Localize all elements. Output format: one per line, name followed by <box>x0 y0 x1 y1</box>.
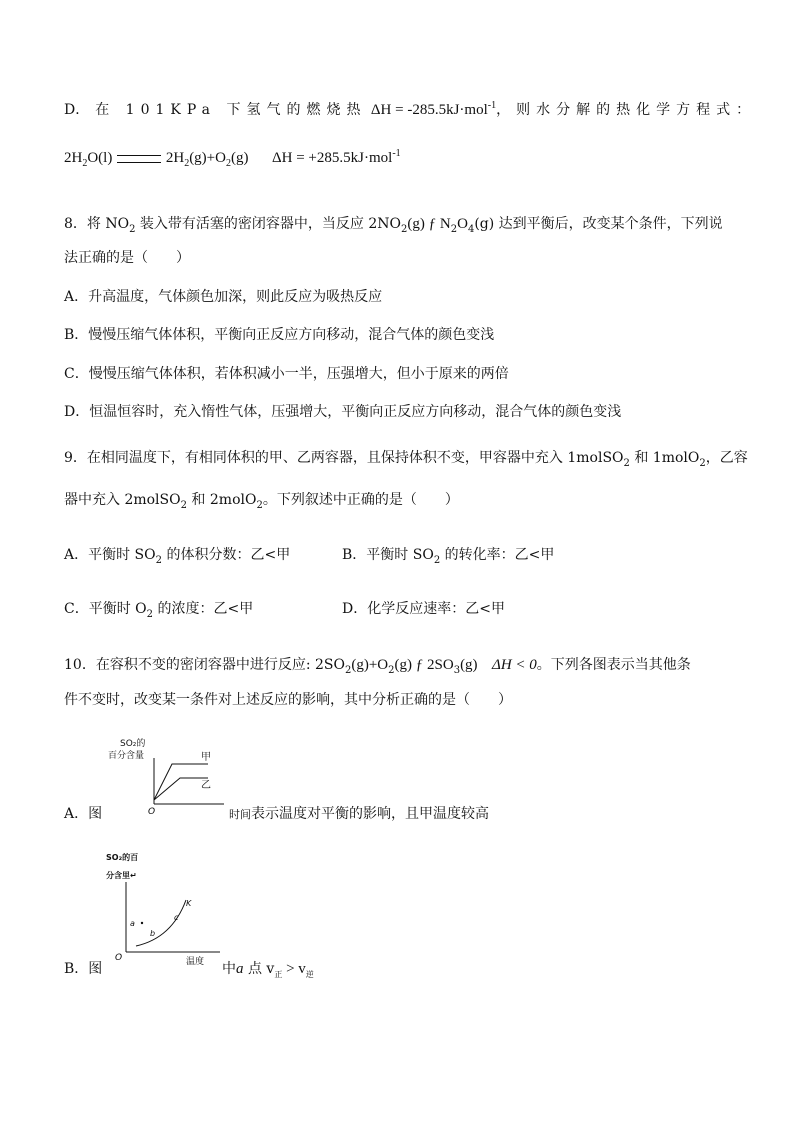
q10-stem-2: (g)+O <box>351 657 389 673</box>
q8-stem-1: 8．将 NO <box>64 216 130 232</box>
q10-b-sub-zheng: 正 <box>274 969 283 979</box>
q9-option-c <box>64 601 254 620</box>
q10-stem-5: 。下列各图表示当其他条 <box>536 657 691 673</box>
q10-b-sub-ni: 逆 <box>305 969 314 979</box>
q9-opt-a-sub: 2 <box>155 554 163 566</box>
figure-b-point-b-label: b <box>150 929 156 938</box>
q8-sub-1: 2 <box>129 223 136 235</box>
eq-dh: ΔH = +285.5kJ·mol <box>271 150 393 166</box>
q10-stem-3: (g) ƒ 2SO <box>394 657 454 673</box>
q7-d-prefix: D <box>64 102 76 118</box>
q10-b-a: a <box>236 961 244 977</box>
q10-sub-2: 2 <box>388 664 395 676</box>
q10-b-point-v: 点 v <box>243 961 275 977</box>
q10-stem <box>64 655 691 675</box>
q9-stem <box>64 448 748 468</box>
q9-option-a <box>64 547 291 566</box>
q9-option-d: D．化学反应速率：乙<甲 <box>342 601 505 617</box>
q9-line2-a: 器中充入 2molSO <box>64 492 181 508</box>
figure-a-curve-jia-label: 甲 <box>201 752 211 763</box>
eq-left: 2H <box>64 150 83 166</box>
figure-a-origin: O <box>148 807 156 816</box>
q7-d-dh: ΔH = -285.5kJ·mol <box>370 102 488 118</box>
q9-stem-3: ，乙容 <box>705 450 748 466</box>
q8-stem <box>64 214 723 234</box>
q8-stem-4: O <box>457 216 468 232</box>
q9-opt-c-sub: 2 <box>146 608 154 620</box>
figure-b-point-c-label: c <box>174 913 179 922</box>
q8-sub-3: 2 <box>450 223 458 235</box>
eq-sub-2: 2 <box>184 158 190 169</box>
figure-a-curve-yi <box>154 778 208 800</box>
q10-option-b-text <box>222 958 314 978</box>
q9-opt-c-2: 的浓度：乙<甲 <box>153 601 254 617</box>
eq-arrow-icon <box>117 155 161 163</box>
q10-sub-1: 2 <box>344 664 352 676</box>
figure-a <box>106 736 246 816</box>
q10-stem-1: 10．在容积不变的密闭容器中进行反应: 2SO <box>64 657 345 673</box>
q7-equation <box>64 148 401 168</box>
figure-b-ylabel-1: SO₂的百 <box>106 853 139 862</box>
figure-b-ylabel-2: 分含里↵ <box>106 871 137 880</box>
q9-stem-1: 9．在相同温度下，有相同体积的甲、乙两容器，且保持体积不变，甲容器中充入 1molSO <box>64 450 624 466</box>
figure-b-curve-label: K <box>186 899 192 908</box>
q9-opt-b-sub: 2 <box>433 554 441 566</box>
q9-sub-1: 2 <box>623 457 630 469</box>
q10-b-gt: > v <box>282 961 306 977</box>
q7-d-dh-exp: -1 <box>487 100 497 111</box>
q8-stem-line2: 法正确的是（ ） <box>64 250 190 266</box>
figure-b-point-a-label: a <box>130 919 135 928</box>
figure-a-xlabel: 时间 <box>229 808 251 821</box>
q9-stem-2: 和 1molO <box>629 450 700 466</box>
q8-stem-2: 装入带有活塞的密闭容器中，当反应 2NO <box>135 216 402 232</box>
figure-b-point-a <box>141 922 143 924</box>
q10-option-b-label: B．图 <box>64 961 103 977</box>
figure-a-curve-yi-label: 乙 <box>201 780 211 791</box>
figure-b-xlabel: 温度 <box>186 957 205 967</box>
q9-sub-2: 2 <box>699 457 706 469</box>
q9-line2-c: 。下列叙述中正确的是（ ） <box>262 492 459 508</box>
q10-stem-line2: 件不变时，改变某一条件对上述反应的影响，其中分析正确的是（ ） <box>64 692 512 708</box>
eq-mid: O(l) <box>87 150 113 166</box>
q8-option-d: D．恒温恒容时，充入惰性气体，压强增大，平衡向正反应方向移动，混合气体的颜色变浅 <box>64 404 622 420</box>
q9-option-b <box>342 545 554 565</box>
q8-option-c: C．慢慢压缩气体体积，若体积减小一半，压强增大，但小于原来的两倍 <box>64 366 509 382</box>
q9-opt-b-1: B．平衡时 SO <box>342 547 434 563</box>
eq-right: 2H <box>165 150 185 166</box>
eq-g2: (g) <box>230 150 249 166</box>
q10-sub-3: 3 <box>453 664 461 676</box>
q10-option-a-text: 表示温度对平衡的影响，且甲温度较高 <box>251 806 489 822</box>
q7-d-suffix: ，则水分解的热化学方程式： <box>496 102 757 118</box>
figure-b-curve <box>136 900 186 946</box>
q9-opt-a-1: A．平衡时 SO <box>64 547 156 563</box>
q10-stem-4: (g) <box>460 657 478 673</box>
eq-sub-3: 2 <box>225 158 231 169</box>
q7-option-d <box>64 100 756 120</box>
q7-d-text: ．在 101KPa 下氢气的燃烧热 <box>75 102 367 118</box>
q8-sub-2: 2 <box>401 223 408 235</box>
q8-stem-3: (g) ƒ N <box>407 216 451 232</box>
q9-opt-a-2: 的体积分数：乙<甲 <box>162 547 291 563</box>
q8-sub-4: 4 <box>467 223 475 235</box>
q9-line2-b: 和 2molO <box>186 492 257 508</box>
figure-a-curve-jia <box>154 764 208 800</box>
q9-opt-c-1: C．平衡时 O <box>64 601 147 617</box>
q9-stem-line2 <box>64 490 459 510</box>
q8-option-b: B．慢慢压缩气体体积，平衡向正反应方向移动，混合气体的颜色变浅 <box>64 327 495 343</box>
q10-dh: ΔH < 0 <box>492 657 537 673</box>
q9-opt-b-2: 的转化率：乙<甲 <box>440 547 555 563</box>
q10-option-a-label: A．图 <box>64 806 103 822</box>
figure-a-ylabel-1: SO₂的 <box>120 739 146 749</box>
q9-sub-3: 2 <box>180 499 187 511</box>
figure-a-ylabel-2: 百分含量 <box>108 751 145 761</box>
eq-sub: 2 <box>82 158 88 169</box>
eq-g: (g)+O <box>189 150 226 166</box>
figure-b <box>102 848 252 968</box>
q9-options-row1 <box>64 545 724 565</box>
q7-d-enthalpy <box>371 102 496 118</box>
q10-b-zhong: 中 <box>222 961 236 977</box>
q9-sub-4: 2 <box>256 499 263 511</box>
q9-options-row2 <box>64 599 724 619</box>
q8-option-a: A．升高温度，气体颜色加深，则此反应为吸热反应 <box>64 289 383 305</box>
eq-dh-exp: -1 <box>392 148 401 159</box>
figure-b-origin: O <box>115 953 123 963</box>
q8-stem-5: (g) 达到平衡后，改变某个条件，下列说 <box>474 216 723 232</box>
